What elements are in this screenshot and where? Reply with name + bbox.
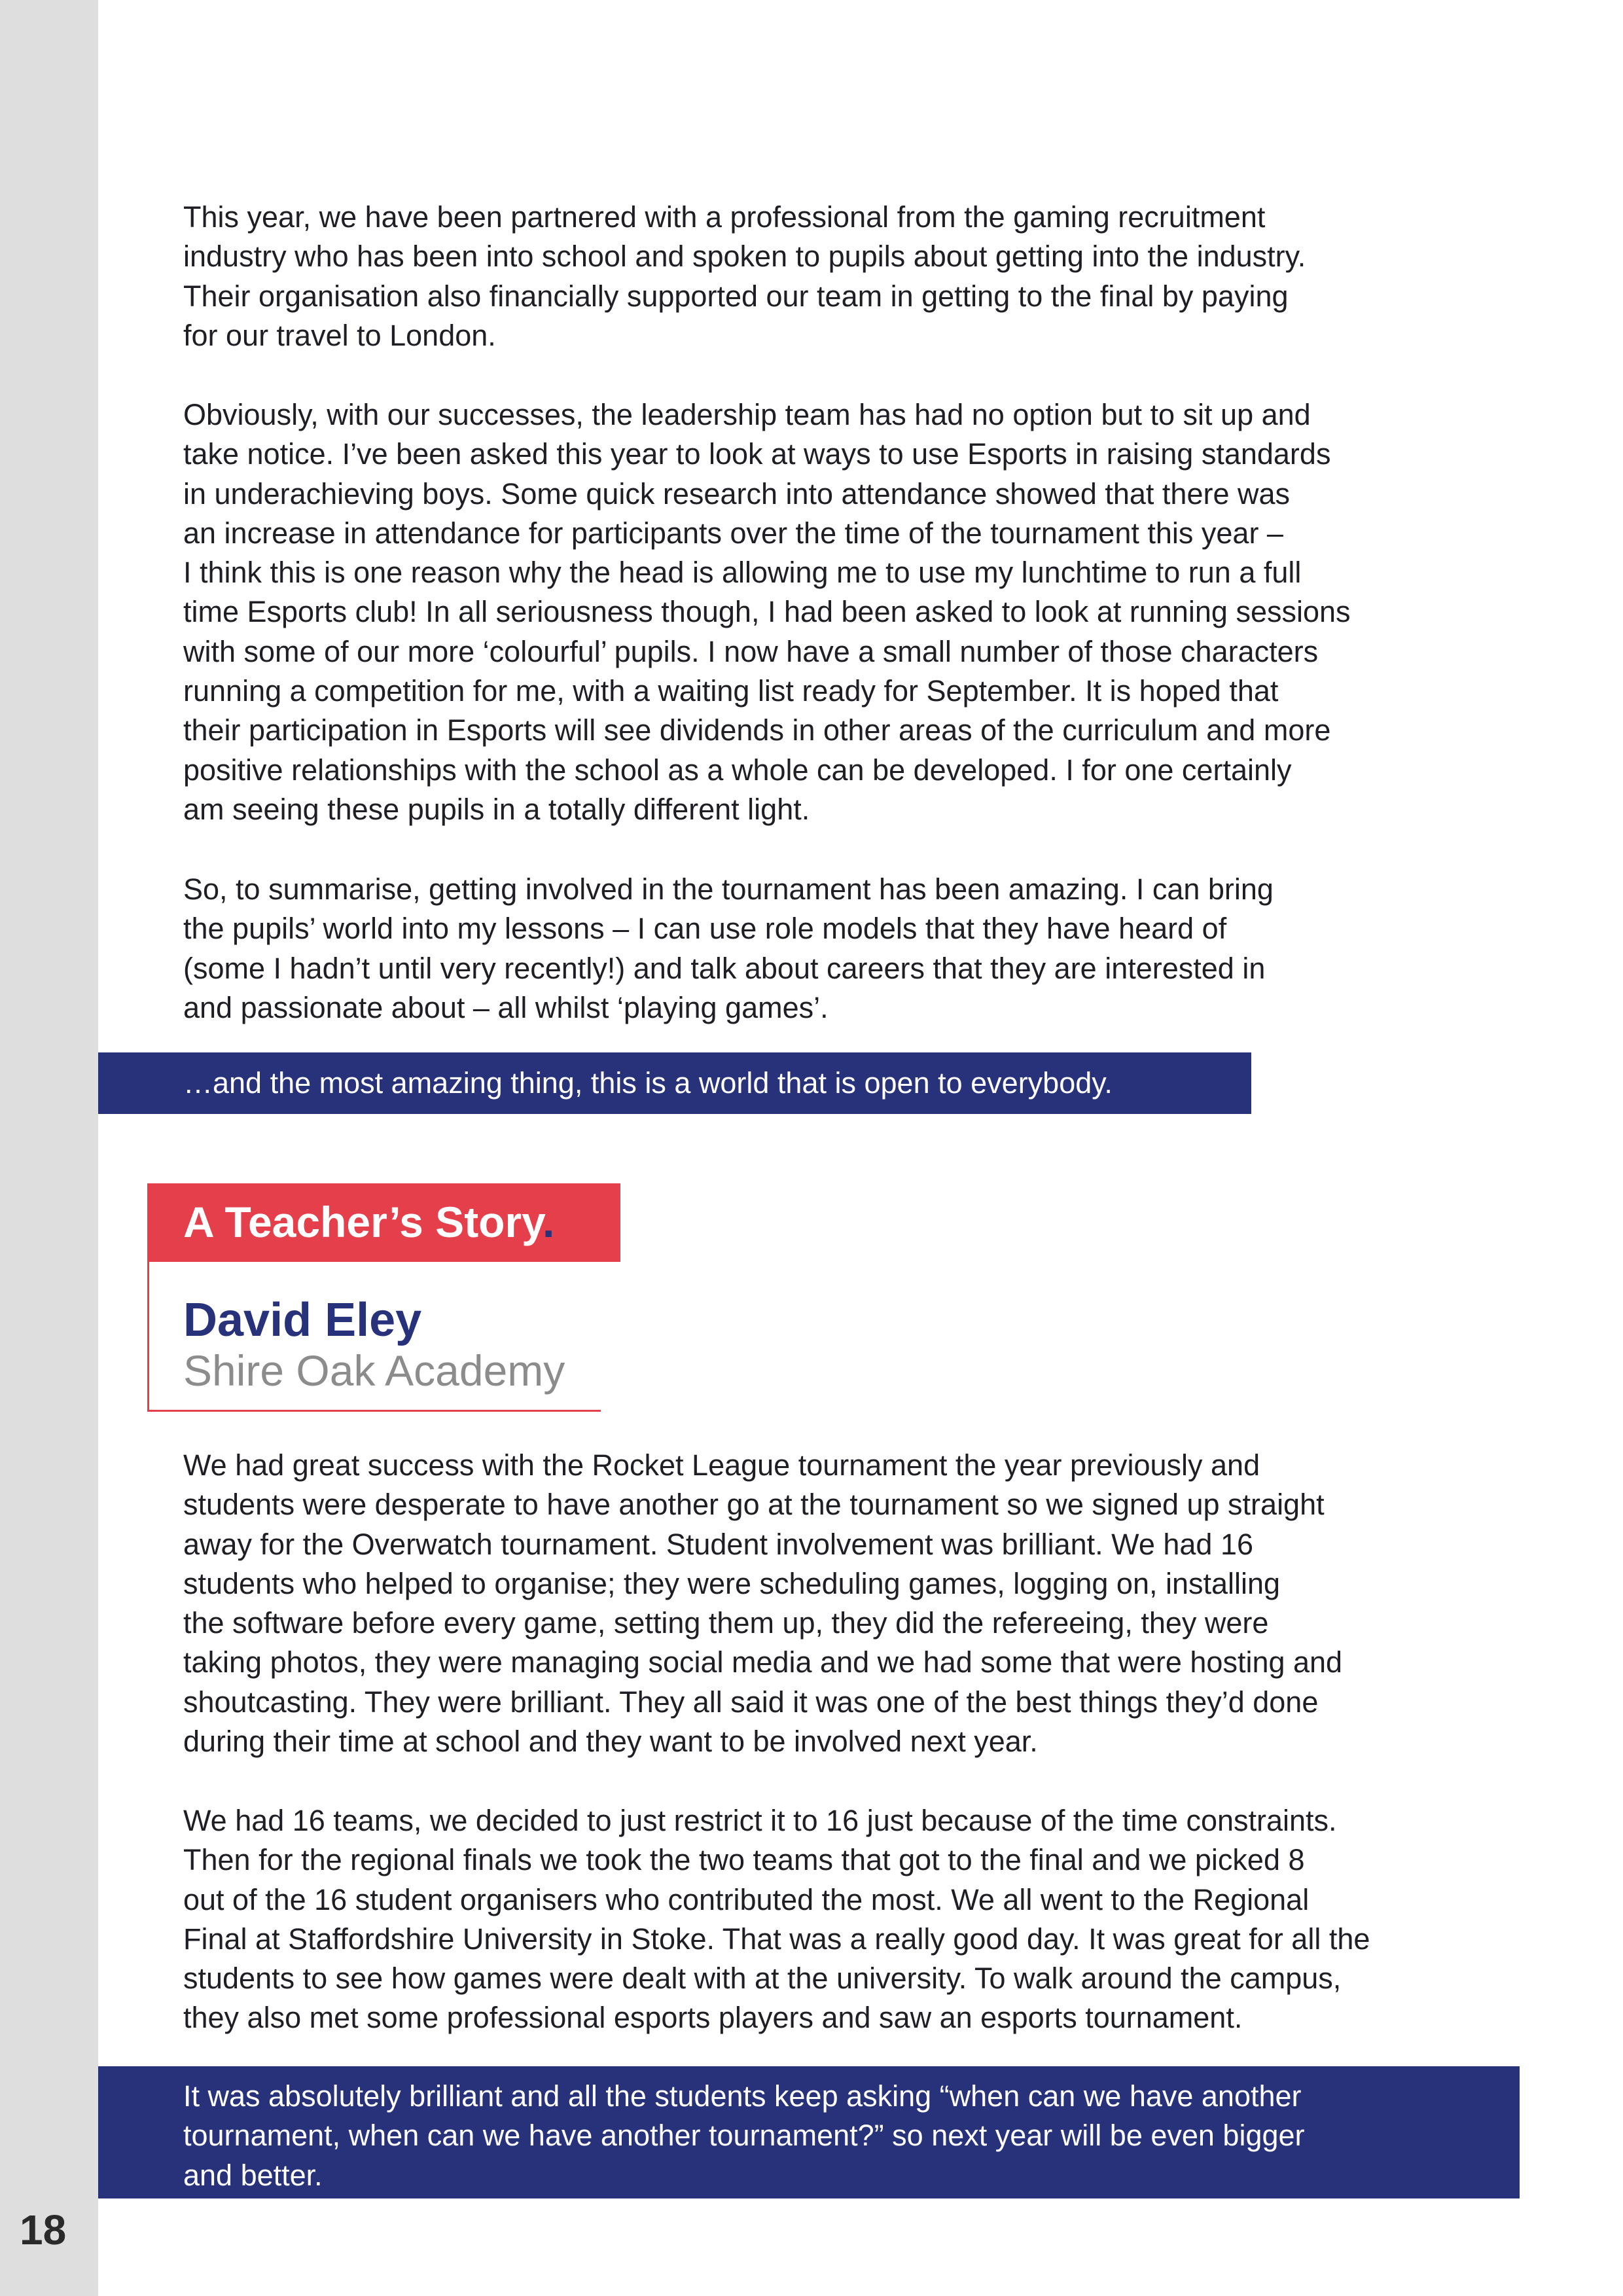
author-name: David Eley — [183, 1294, 422, 1346]
text-line: out of the 16 student organisers who contributed the most. We all went to the Regional — [183, 1882, 1310, 1916]
section-heading — [183, 1198, 554, 1247]
text-line: I think this is one reason why the head is allowing me to use my lunchtime to run a full — [183, 556, 1302, 590]
author-school: Shire Oak Academy — [183, 1346, 565, 1395]
text-line: So, to summarise, getting involved in the tournament has been amazing. I can bring — [183, 872, 1274, 906]
text-line: Then for the regional finals we took the two teams that got to the final and we picked 8 — [183, 1843, 1305, 1877]
text-line: students who helped to organise; they were scheduling games, logging on, installing — [183, 1566, 1281, 1600]
pull-quote — [98, 2066, 1520, 2198]
story-paragraph — [183, 1446, 1531, 1761]
text-line: taking photos, they were managing social media and we had some that were hosting and — [183, 1645, 1343, 1679]
page-number: 18 — [20, 2206, 67, 2253]
section-heading-tag — [147, 1183, 620, 1262]
text-line: students were desperate to have another go at the tournament so we signed up straight — [183, 1488, 1325, 1522]
text-line: positive relationships with the school as a whole can be developed. I for one certainly — [183, 753, 1292, 787]
text-line: during their time at school and they want to be involved next year. — [183, 1725, 1038, 1759]
text-line: (some I hadn’t until very recently!) and talk about careers that they are interested in — [183, 951, 1266, 985]
intro-paragraph — [183, 198, 1531, 355]
section-heading-label: A Teacher’s Story — [183, 1198, 543, 1246]
text-line: We had 16 teams, we decided to just restrict it to 16 just because of the time constraints. — [183, 1804, 1337, 1837]
text-line: with some of our more ‘colourful’ pupils. I now have a small number of those characters — [183, 634, 1319, 668]
text-line: shoutcasting. They were brilliant. They all said it was one of the best things they’d done — [183, 1685, 1319, 1719]
text-line: time Esports club! In all seriousness though, I had been asked to look at running sessions — [183, 595, 1351, 629]
text-line: industry who has been into school and spoken to pupils about getting into the industry. — [183, 240, 1306, 274]
section-heading-dot: . — [542, 1198, 555, 1246]
text-line: students to see how games were dealt with at the university. To walk around the campus, — [183, 1962, 1342, 1996]
text-line: away for the Overwatch tournament. Student involvement was brilliant. We had 16 — [183, 1527, 1254, 1561]
text-line: Their organisation also financially supported our team in getting to the final by paying — [183, 279, 1289, 313]
text-line: This year, we have been partnered with a professional from the gaming recruitment — [183, 200, 1266, 234]
text-line: in underachieving boys. Some quick research into attendance showed that there was — [183, 476, 1291, 511]
intro-paragraph — [183, 395, 1531, 829]
pull-quote-text — [183, 2077, 1305, 2195]
text-line: …and the most amazing thing, this is a world that is open to everybody. — [183, 1066, 1113, 1100]
pull-quote-text — [183, 1064, 1113, 1103]
text-line: tournament, when can we have another tournament?” so next year will be even bigger — [183, 2119, 1305, 2153]
text-line: Obviously, with our successes, the leadership team has had no option but to sit up and — [183, 398, 1311, 431]
intro-paragraph — [183, 870, 1531, 1028]
text-line: they also met some professional esports players and saw an esports tournament. — [183, 2001, 1243, 2035]
text-line: It was absolutely brilliant and all the students keep asking “when can we have another — [183, 2079, 1302, 2113]
text-line: and passionate about – all whilst ‘playing games’. — [183, 990, 829, 1024]
text-line: am seeing these pupils in a totally different light. — [183, 792, 810, 826]
text-line: running a competition for me, with a waiting list ready for September. It is hoped that — [183, 674, 1279, 708]
page-margin-sidebar — [0, 0, 98, 2296]
text-line: the software before every game, setting them up, they did the refereeing, they were — [183, 1606, 1269, 1640]
text-line: We had great success with the Rocket League tournament the year previously and — [183, 1448, 1260, 1482]
text-line: and better. — [183, 2158, 323, 2192]
text-line: their participation in Esports will see dividends in other areas of the curriculum and more — [183, 713, 1331, 747]
text-line: an increase in attendance for participants over the time of the tournament this year – — [183, 516, 1283, 550]
text-line: the pupils’ world into my lessons – I can use role models that they have heard of — [183, 912, 1227, 946]
story-paragraph — [183, 1801, 1531, 2038]
pull-quote — [98, 1052, 1251, 1114]
text-line: Final at Staffordshire University in Stoke. That was a really good day. It was great for all the — [183, 1922, 1370, 1956]
text-line: take notice. I’ve been asked this year to look at ways to use Esports in raising standards — [183, 437, 1331, 471]
text-line: for our travel to London. — [183, 318, 496, 352]
